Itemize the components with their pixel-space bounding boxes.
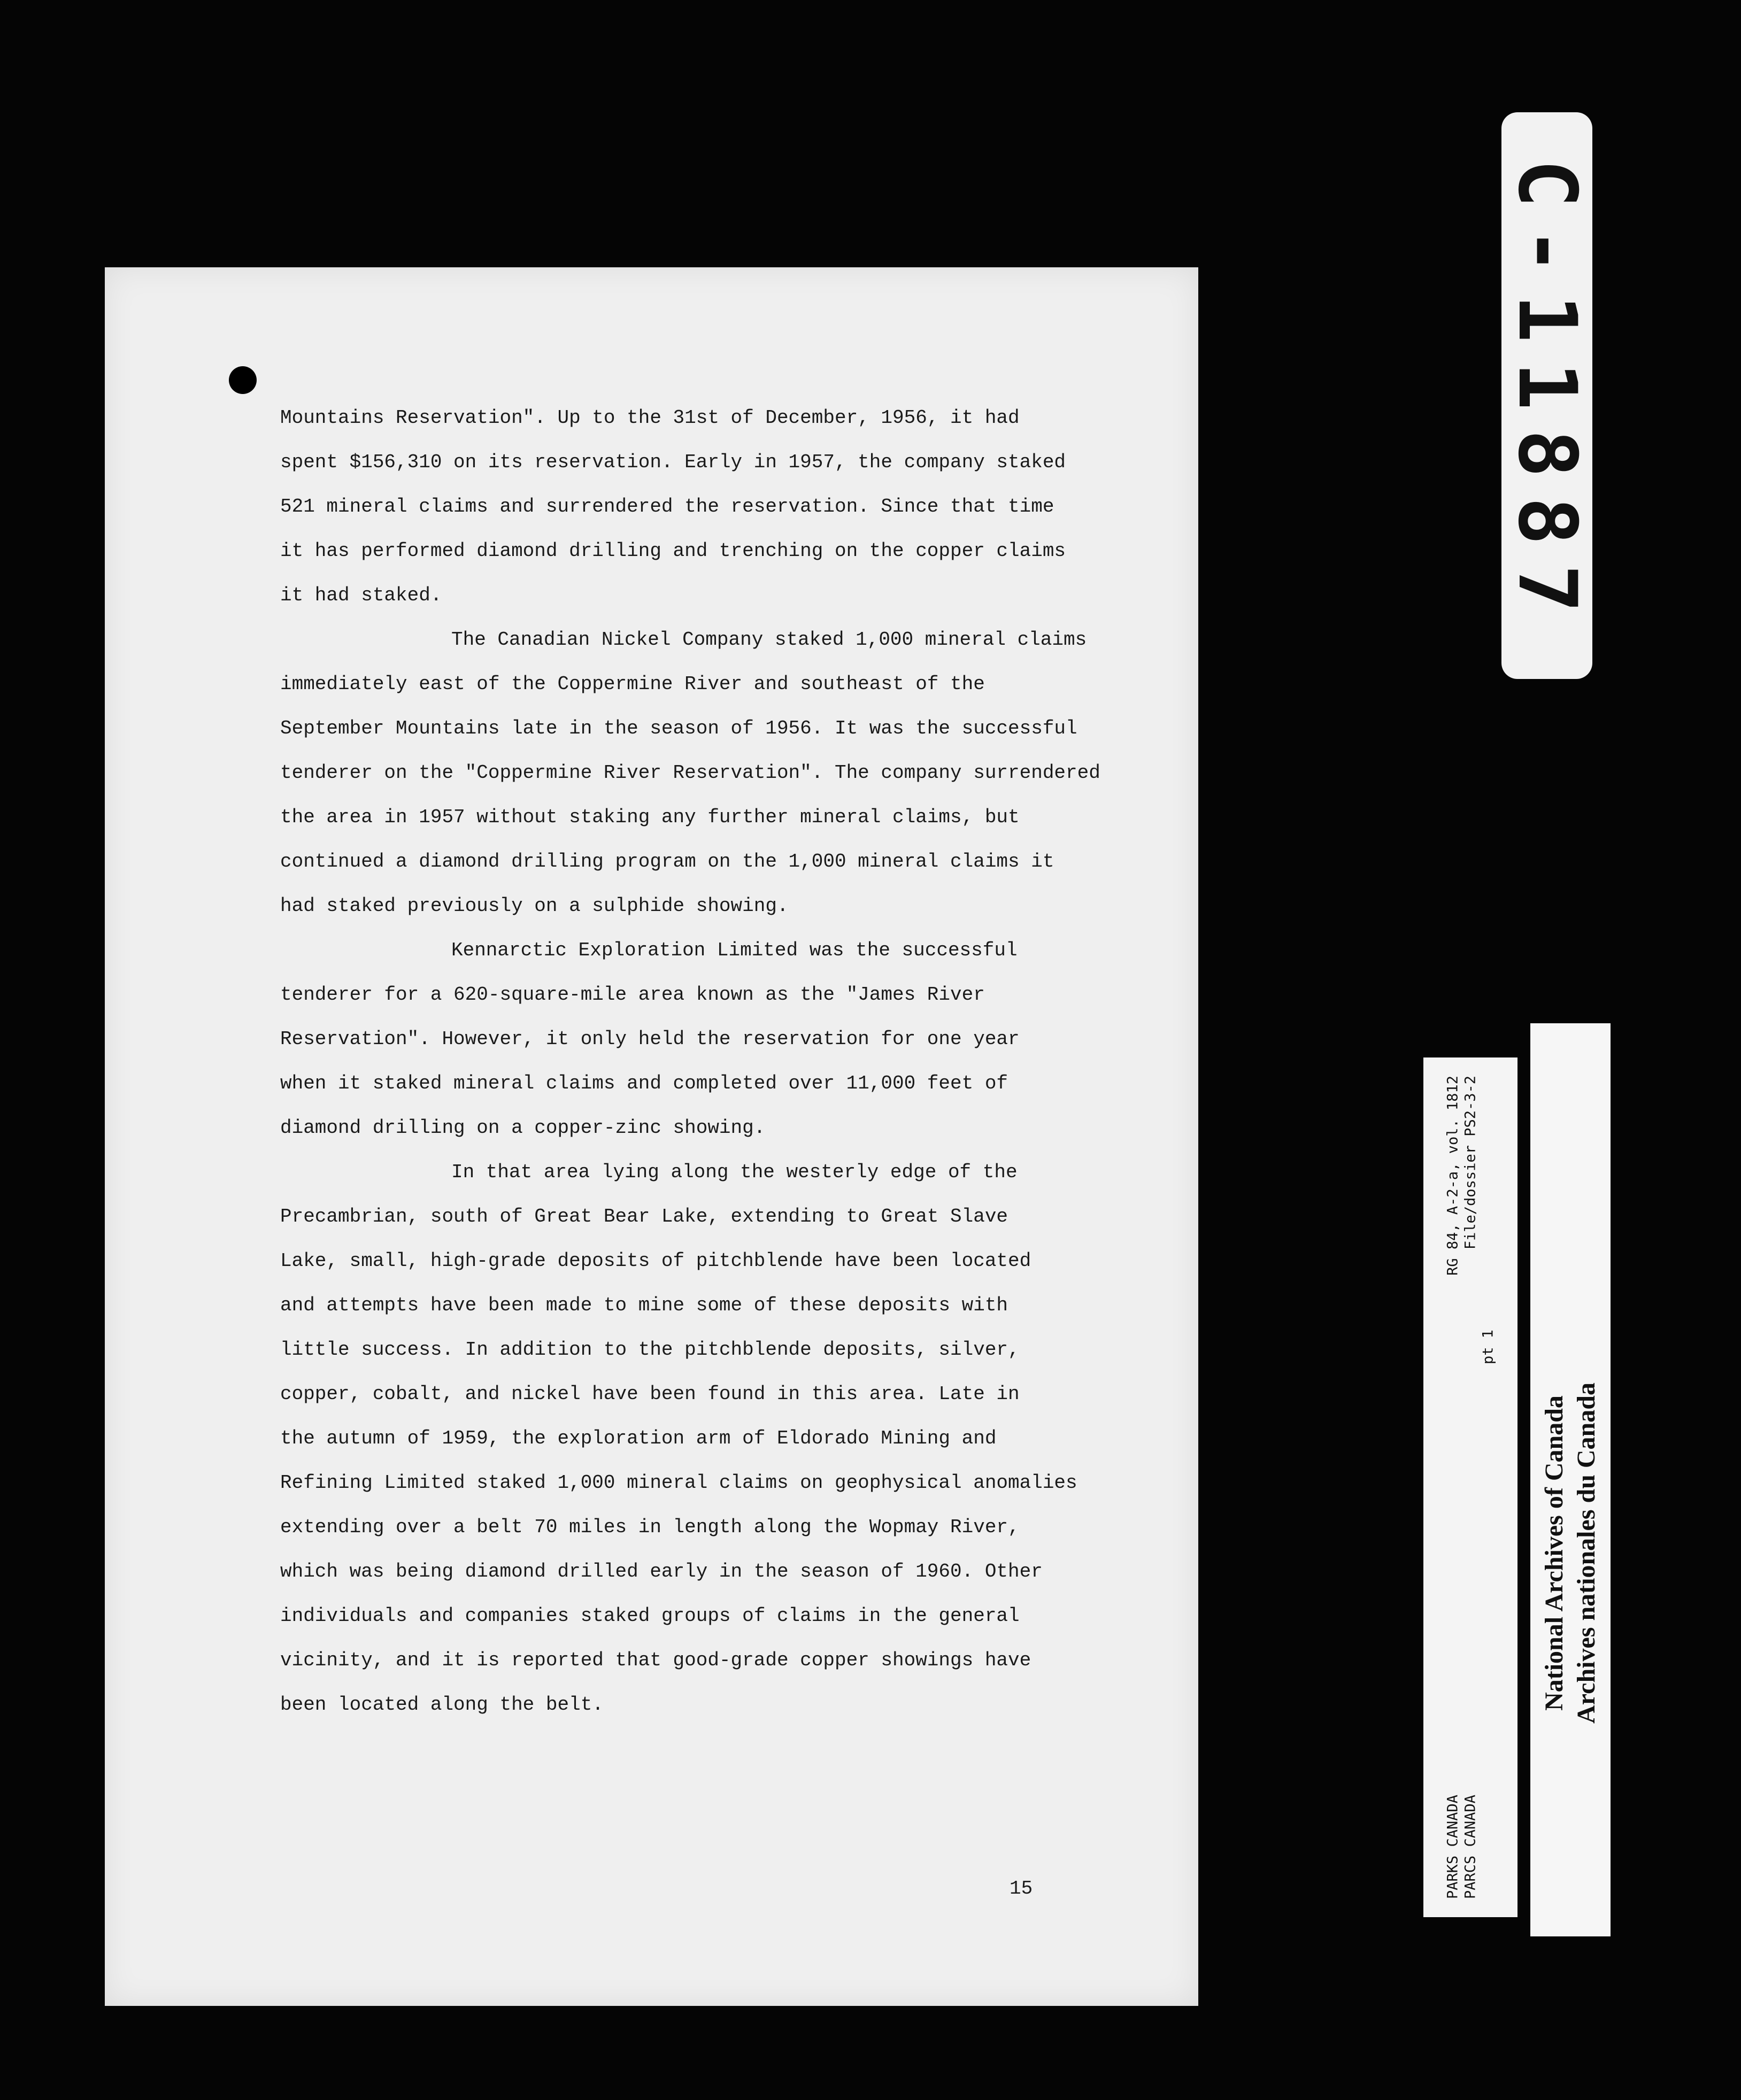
text-line: immediately east of the Coppermine River and southeast of the <box>280 673 985 695</box>
text-line: continued a diamond drilling program on the 1,000 mineral claims it <box>280 851 1054 873</box>
text-line: spent $156,310 on its reservation. Early in 1957, the company staked <box>280 451 1066 473</box>
document-page <box>105 267 1198 2006</box>
text-line: In that area lying along the westerly edge of the <box>451 1161 1018 1183</box>
text-line: individuals and companies staked groups of claims in the general <box>280 1605 1020 1627</box>
punch-hole <box>229 366 257 394</box>
text-line: been located along the belt. <box>280 1694 604 1716</box>
text-line: September Mountains late in the season of 1956. It was the successful <box>280 717 1077 739</box>
reference-text <box>1444 1076 1497 1899</box>
text-line: which was being diamond drilled early in the season of 1960. Other <box>280 1561 1043 1582</box>
text-line: tenderer on the "Coppermine River Reservation". The company surrendered <box>280 762 1100 784</box>
parks-canada-en: PARKS CANADA <box>1444 1794 1461 1899</box>
microfilm-reel-label <box>1501 112 1592 679</box>
archive-name-fr: Archives nationales du Canada <box>1572 1382 1600 1724</box>
text-line: and attempts have been made to mine some of these deposits with <box>280 1294 1008 1316</box>
reel-number: C-11887 <box>1500 159 1593 632</box>
text-line: Reservation". However, it only held the reservation for one year <box>280 1028 1020 1050</box>
parks-canada-fr: PARCS CANADA <box>1462 1794 1479 1899</box>
text-line: diamond drilling on a copper-zinc showing. <box>280 1117 766 1139</box>
text-line: 521 mineral claims and surrendered the reservation. Since that time <box>280 496 1054 518</box>
text-line: tenderer for a 620-square-mile area known as the "James River <box>280 984 985 1006</box>
text-line: Precambrian, south of Great Bear Lake, extending to Great Slave <box>280 1206 1008 1227</box>
reference-line-3: pt 1 <box>1480 1329 1497 1364</box>
text-line: had staked previously on a sulphide showing. <box>280 895 789 917</box>
text-line: little success. In addition to the pitchblende deposits, silver, <box>280 1339 1020 1361</box>
text-line: vicinity, and it is reported that good-grade copper showings have <box>280 1649 1031 1671</box>
text-line: Refining Limited staked 1,000 mineral claims on geophysical anomalies <box>280 1472 1077 1494</box>
text-line: the autumn of 1959, the exploration arm of Eldorado Mining and <box>280 1427 997 1449</box>
archive-name-en: National Archives of Canada <box>1540 1395 1568 1711</box>
body-text <box>280 396 1189 1727</box>
text-line: the area in 1957 without staking any further mineral claims, but <box>280 806 1020 828</box>
text-line: when it staked mineral claims and completed over 11,000 feet of <box>280 1072 1008 1094</box>
text-line: Lake, small, high-grade deposits of pitchblende have been located <box>280 1250 1031 1272</box>
text-line: extending over a belt 70 miles in length along the Wopmay River, <box>280 1516 1020 1538</box>
text-line: Kennarctic Exploration Limited was the successful <box>451 939 1018 961</box>
text-line: copper, cobalt, and nickel have been found in this area. Late in <box>280 1383 1020 1405</box>
archive-reference-label <box>1423 1057 1517 1917</box>
national-archives-label <box>1530 1023 1611 1936</box>
reference-line-2: File/dossier PS2-3-2 <box>1462 1076 1479 1250</box>
text-line: it had staked. <box>280 584 442 606</box>
reference-line-1: RG 84, A-2-a, vol. 1812 <box>1444 1076 1461 1276</box>
text-line: it has performed diamond drilling and trenching on the copper claims <box>280 540 1066 562</box>
page-number: 15 <box>1010 1878 1033 1900</box>
archive-name <box>1538 1383 1603 1724</box>
text-line: Mountains Reservation". Up to the 31st of December, 1956, it had <box>280 407 1020 429</box>
text-line: The Canadian Nickel Company staked 1,000 mineral claims <box>451 629 1087 651</box>
